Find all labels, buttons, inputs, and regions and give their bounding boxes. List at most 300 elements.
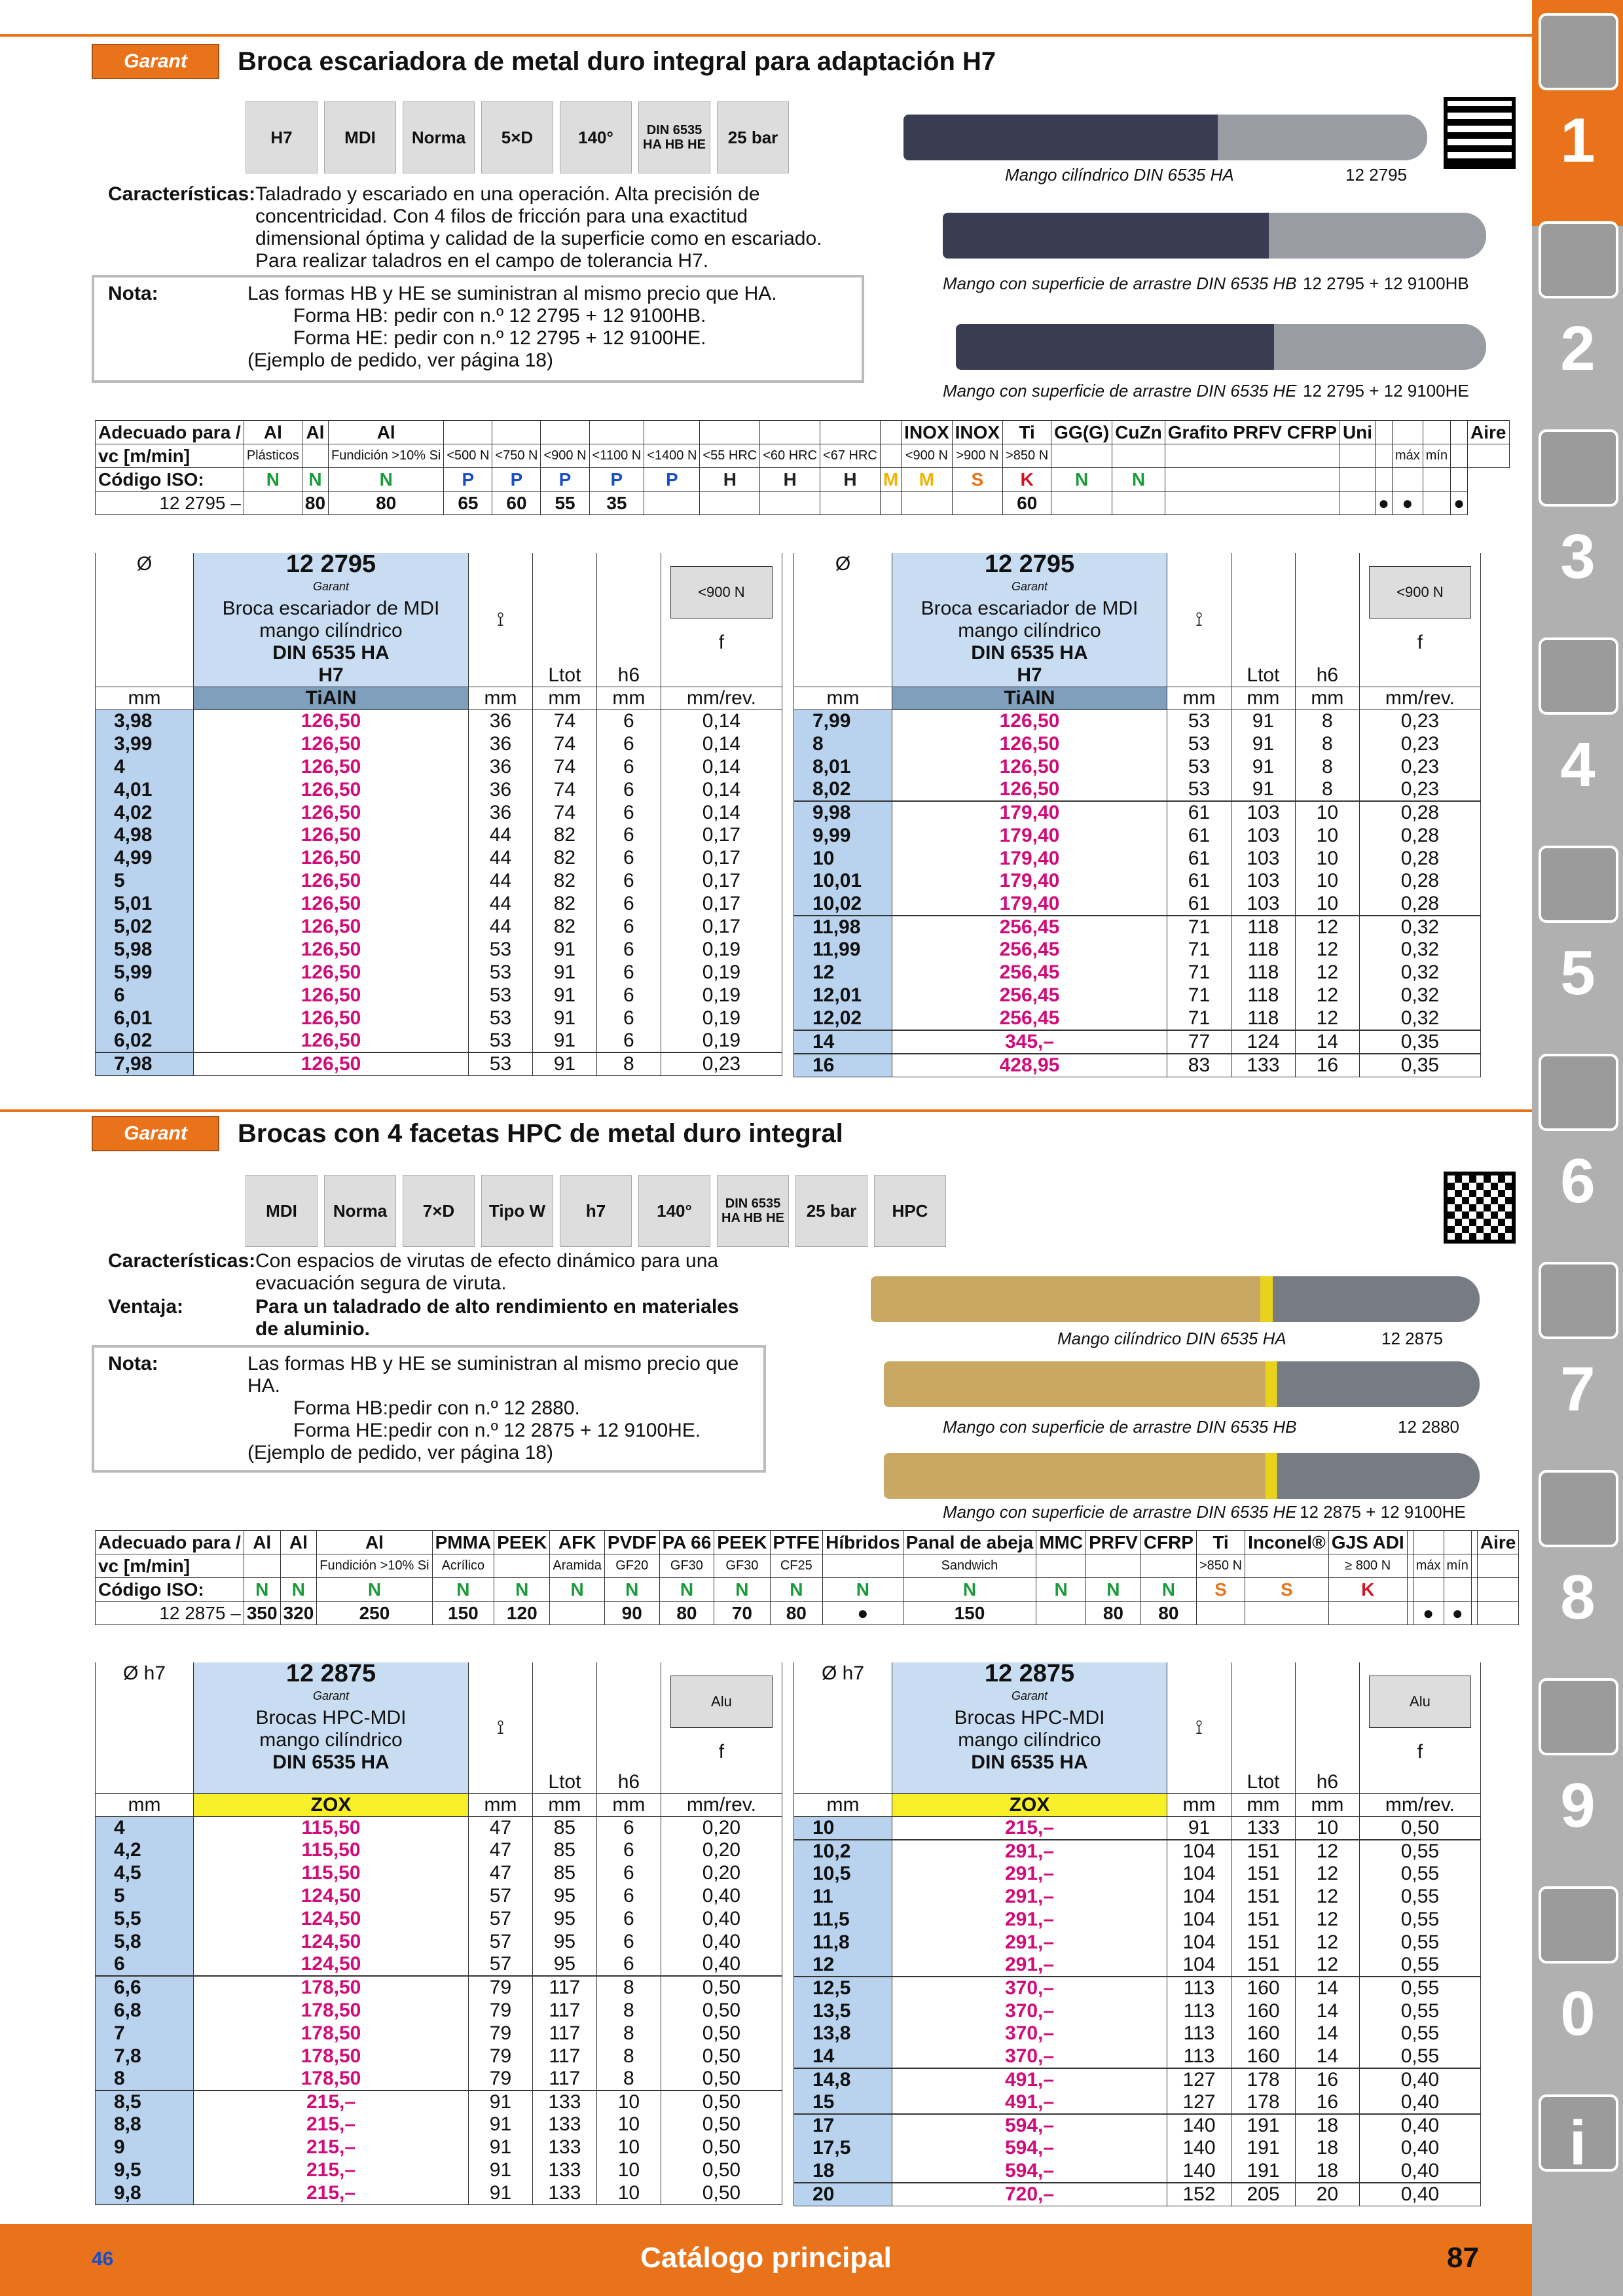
diameter-cell: 5,02: [96, 916, 194, 939]
value-cell: 6: [596, 1953, 661, 1976]
chapter-number[interactable]: 8: [1560, 1562, 1596, 1632]
cutting-speed-cell: ●: [1376, 492, 1393, 515]
material-row: [96, 1531, 1519, 1554]
value-cell: 0,35: [1359, 1030, 1480, 1054]
price-cell: 370,–: [892, 1977, 1167, 2000]
value-cell: 95: [532, 1953, 596, 1976]
value-cell: 0,40: [1359, 2091, 1480, 2114]
caption-ha: Mango cilíndrico DIN 6535 HA: [1057, 1329, 1286, 1348]
feed-label: f: [1417, 632, 1423, 653]
chapter-number[interactable]: 6: [1560, 1146, 1596, 1216]
material-subhead-cell: GF30: [714, 1554, 770, 1578]
table-row: [794, 2000, 1481, 2022]
value-cell: 8: [596, 2045, 661, 2068]
units-row: [794, 687, 1481, 710]
value-cell: 12: [1296, 1931, 1360, 1954]
chapter-tab-icon[interactable]: [1539, 846, 1618, 923]
price-cell: 256,45: [892, 939, 1167, 961]
feed-label: f: [718, 632, 725, 653]
diameter-cell: 3,99: [96, 732, 194, 755]
section2-note-text: Las formas HB y HE se suministran al mismo precio que HA. Forma HB:pedir con n.º 12 2880. Forma HE:pedir con n.º 12 2875 + 12 9100HE. (Ejemplo de pedido, ver página 18): [247, 1353, 739, 1463]
diameter-cell: 13,5: [794, 2000, 892, 2022]
chapter-tab-icon[interactable]: [1539, 13, 1618, 90]
value-cell: 57: [469, 1908, 533, 1931]
iso-code-cell: [1423, 468, 1450, 492]
table-row: [96, 2045, 782, 2068]
iso-code-cell: [1407, 1578, 1413, 1602]
units-row: [96, 1793, 782, 1816]
value-cell: 160: [1231, 2022, 1296, 2045]
value-cell: 91: [469, 2136, 533, 2159]
value-cell: 0,28: [1359, 870, 1480, 893]
value-cell: 103: [1231, 870, 1295, 893]
cutting-speed-cell: 80: [770, 1602, 823, 1625]
cutting-speed-cell: 80: [329, 492, 444, 515]
value-cell: 0,55: [1359, 1840, 1480, 1863]
material-head-cell: [1451, 421, 1468, 444]
iso-code-cell: N: [604, 1578, 659, 1602]
units-row: [96, 687, 782, 710]
mdi-icon: MDI: [246, 1175, 318, 1247]
value-cell: 91: [532, 1007, 596, 1030]
tolerance-label: H7: [1017, 664, 1042, 686]
material-head-cell: PMMA: [432, 1531, 494, 1554]
material-head-cell: Grafito PRFV CFRP: [1165, 421, 1340, 444]
value-cell: 0,17: [661, 870, 782, 893]
material-subhead-cell: Acrílico: [432, 1554, 494, 1578]
material-head-cell: [1407, 1531, 1413, 1554]
material-head-cell: PRFV: [1086, 1531, 1141, 1554]
iso-code-cell: K: [1003, 468, 1051, 492]
total-length-header: Ltot: [532, 1662, 596, 1793]
iso-code-cell: P: [589, 468, 644, 492]
table-row: [96, 847, 782, 870]
section1-table-left: [95, 550, 782, 1076]
value-cell: 0,19: [661, 1030, 782, 1052]
material-head-cell: MMC: [1036, 1531, 1086, 1554]
table-row: [794, 1816, 1481, 1840]
material-subhead-cell: [1451, 444, 1468, 468]
material-subhead-cell: Aramida: [550, 1554, 604, 1578]
value-cell: 6: [596, 710, 661, 733]
material-subhead-cell: CF25: [770, 1554, 823, 1578]
material-subhead-cell: GF30: [659, 1554, 714, 1578]
price-cell: 215,–: [194, 2090, 469, 2113]
section1-header: [92, 41, 1519, 82]
value-cell: 53: [469, 1030, 533, 1052]
coating-cell: TiAlN: [194, 687, 469, 710]
diameter-cell: 8,5: [96, 2090, 194, 2113]
diameter-cell: 9,99: [794, 824, 892, 847]
table-row: [96, 2090, 782, 2113]
material-subhead-cell: vc [m/min]: [96, 1554, 244, 1578]
iso-code-cell: H: [760, 468, 820, 492]
value-cell: 0,50: [661, 2159, 782, 2182]
diameter-cell: 4,02: [96, 801, 194, 824]
din-label: DIN 6535 HA: [272, 642, 390, 664]
table-row: [794, 870, 1481, 893]
chapter-tab-icon[interactable]: [1539, 1678, 1618, 1755]
material-subhead-cell: [1468, 444, 1509, 468]
material-head-cell: [444, 421, 492, 444]
chapter-tab-icon[interactable]: [1539, 221, 1618, 298]
value-cell: 0,40: [1359, 2137, 1480, 2160]
length-5xd-icon: 5×D: [481, 101, 553, 173]
value-cell: 0,28: [1359, 824, 1480, 847]
diameter-cell: 4,98: [96, 824, 194, 847]
table-row: [794, 1977, 1481, 2000]
table-row: [794, 1840, 1481, 1863]
diameter-cell: 9: [96, 2136, 194, 2159]
value-cell: 151: [1231, 1954, 1296, 1977]
table-row: [794, 2160, 1481, 2183]
value-cell: 103: [1231, 801, 1295, 824]
cutting-speed-cell: ●: [1451, 492, 1468, 515]
material-head-cell: PEEK: [494, 1531, 550, 1554]
table-header-row: [794, 1662, 1481, 1793]
price-cell: 720,–: [892, 2183, 1167, 2206]
value-cell: 113: [1167, 1977, 1231, 2000]
caption-he: Mango con superficie de arrastre DIN 6535 HE: [943, 1502, 1297, 1522]
value-cell: 8: [596, 1976, 661, 1999]
material-head-cell: GG(G): [1051, 421, 1112, 444]
iso-code-cell: N: [1051, 468, 1112, 492]
diameter-cell: 10,2: [794, 1840, 892, 1863]
value-cell: 10: [1295, 893, 1359, 916]
cutting-speed-cell: 70: [714, 1602, 770, 1625]
value-cell: 12: [1295, 984, 1359, 1007]
chapter-number[interactable]: 4: [1560, 730, 1596, 800]
diameter-cell: 9,8: [96, 2182, 194, 2205]
total-length-header: Ltot: [1231, 553, 1295, 687]
cutting-speed-cell: 320: [280, 1602, 317, 1625]
iso-code-cell: P: [644, 468, 700, 492]
drill-icon: ⟟: [496, 1716, 505, 1738]
product-desc: Brocas HPC-MDI: [255, 1707, 407, 1729]
material-badge: Alu: [1369, 1676, 1471, 1728]
footer-title: Catálogo principal: [640, 2242, 892, 2274]
price-cell: 126,50: [194, 778, 469, 801]
iso-code-cell: [1477, 1578, 1518, 1602]
material-head-cell: Ti: [1003, 421, 1051, 444]
value-cell: 44: [469, 824, 533, 847]
chapter-number[interactable]: 2: [1560, 314, 1596, 384]
value-cell: 47: [469, 1816, 533, 1839]
value-cell: 117: [532, 2068, 596, 2090]
material-subhead-cell: [494, 1554, 550, 1578]
norma-icon: Norma: [324, 1175, 396, 1247]
diameter-cell: 3,98: [96, 710, 194, 733]
chapter-tab-icon[interactable]: [1539, 1470, 1618, 1547]
tipo-w-icon: Tipo W: [481, 1175, 553, 1247]
value-cell: 82: [532, 870, 596, 893]
value-cell: 0,40: [1359, 2160, 1480, 2183]
unit-cell: mm/rev.: [1359, 1793, 1480, 1816]
material-head-cell: INOX: [952, 421, 1002, 444]
chapter-number[interactable]: 5: [1560, 938, 1596, 1008]
price-cell: 115,50: [194, 1862, 469, 1885]
value-cell: 0,50: [661, 2182, 782, 2205]
value-cell: 91: [469, 2182, 533, 2205]
material-subhead-cell: [280, 1554, 317, 1578]
value-cell: 0,40: [1359, 2068, 1480, 2091]
price-cell: 178,50: [194, 2045, 469, 2068]
section1-icons: [246, 101, 789, 173]
material-row: [96, 492, 1510, 515]
product-desc: Brocas HPC-MDI: [954, 1707, 1105, 1729]
value-cell: 160: [1231, 1977, 1296, 2000]
price-cell: 115,50: [194, 1816, 469, 1839]
value-cell: 0,50: [661, 2090, 782, 2113]
iso-code-cell: [1451, 468, 1468, 492]
value-cell: 91: [532, 984, 596, 1007]
value-cell: 74: [532, 801, 596, 824]
price-cell: 256,45: [892, 984, 1167, 1007]
coolant-25bar-icon: 25 bar: [795, 1175, 867, 1247]
product-desc: Broca escariador de MDI: [921, 598, 1139, 619]
price-cell: 256,45: [892, 1007, 1167, 1030]
qr-code[interactable]: [1444, 97, 1516, 169]
value-cell: 0,55: [1359, 1931, 1480, 1954]
chapter-number[interactable]: 0: [1560, 1979, 1596, 2049]
table-row: [96, 2068, 782, 2090]
table-row: [96, 984, 782, 1007]
diameter-cell: 4,5: [96, 1862, 194, 1885]
iso-code-cell: N: [244, 1578, 280, 1602]
iso-code-cell: S: [952, 468, 1002, 492]
material-head-cell: [760, 421, 820, 444]
price-cell: 126,50: [892, 755, 1167, 778]
iso-code-cell: [1392, 468, 1423, 492]
cutting-speed-cell: 80: [1140, 1602, 1196, 1625]
table-row: [794, 1954, 1481, 1977]
value-cell: 85: [532, 1816, 596, 1839]
material-subhead-cell: Sandwich: [903, 1554, 1036, 1578]
table-row: [96, 1862, 782, 1885]
value-cell: 6: [596, 984, 661, 1007]
value-cell: 71: [1167, 984, 1231, 1007]
diameter-cell: 11,98: [794, 916, 892, 939]
value-cell: 0,20: [661, 1816, 782, 1839]
product-desc: mango cilíndrico: [259, 620, 403, 641]
cutting-speed-cell: [1328, 1602, 1407, 1625]
material-row: [96, 468, 1510, 492]
material-head-cell: Adecuado para /: [96, 1531, 244, 1554]
qr-code[interactable]: [1444, 1172, 1516, 1244]
table-row: [794, 801, 1481, 824]
chapter-number[interactable]: 7: [1560, 1354, 1596, 1424]
price-cell: 126,50: [194, 916, 469, 939]
section1-note-text: Las formas HB y HE se suministran al mismo precio que HA. Forma HB: pedir con n.º 12 2795 + 12 9100HB. Forma HE: pedir con n.º 12 2795 + 12 9100HE. (Ejemplo de pedido, ver página 18): [247, 283, 777, 371]
table-row: [794, 893, 1481, 916]
cutting-speed-cell: [880, 492, 901, 515]
material-head-cell: Al: [280, 1531, 317, 1554]
value-cell: 0,23: [1359, 710, 1480, 733]
chapter-number[interactable]: 1: [1560, 105, 1596, 175]
chapter-number[interactable]: 3: [1560, 522, 1596, 592]
value-cell: 0,28: [1359, 847, 1480, 870]
material-badge: <900 N: [1369, 566, 1471, 619]
unit-cell: mm: [96, 1793, 194, 1816]
price-cell: 291,–: [892, 1863, 1167, 1886]
value-cell: 0,55: [1359, 1954, 1480, 1977]
value-cell: 14: [1296, 2022, 1360, 2045]
product-code: 12 2795: [984, 550, 1075, 578]
section2-features-label: Características:: [108, 1250, 256, 1272]
value-cell: 74: [532, 778, 596, 801]
value-cell: 0,14: [661, 710, 782, 733]
value-cell: 151: [1231, 1863, 1296, 1886]
chapter-tab-icon[interactable]: [1539, 1262, 1618, 1339]
price-cell: 215,–: [194, 2182, 469, 2205]
value-cell: 74: [532, 732, 596, 755]
diameter-cell: 5,99: [96, 961, 194, 984]
value-cell: 0,40: [1359, 2183, 1480, 2206]
value-cell: 151: [1231, 1840, 1296, 1863]
value-cell: 0,50: [661, 2113, 782, 2136]
table-row: [96, 1976, 782, 1999]
value-cell: 16: [1296, 2091, 1360, 2114]
value-cell: 83: [1167, 1054, 1231, 1077]
value-cell: 36: [469, 801, 533, 824]
iso-code-cell: M: [902, 468, 952, 492]
unit-cell: mm: [1231, 687, 1295, 710]
material-row: [96, 1602, 1519, 1625]
value-cell: 91: [1231, 755, 1295, 778]
product-header: [892, 1662, 1167, 1793]
brand-label: Garant: [312, 1689, 350, 1702]
value-cell: 6: [596, 732, 661, 755]
iso-code-cell: [1444, 1578, 1471, 1602]
value-cell: 205: [1231, 2183, 1296, 2206]
diameter-cell: 10: [794, 847, 892, 870]
coolant-25bar-icon: 25 bar: [717, 101, 789, 173]
price-cell: 126,50: [194, 961, 469, 984]
value-cell: 53: [1167, 710, 1231, 733]
material-head-cell: Al: [244, 1531, 280, 1554]
iso-code-cell: N: [1140, 1578, 1196, 1602]
value-cell: 0,55: [1359, 1885, 1480, 1908]
iso-code-cell: H: [700, 468, 760, 492]
material-head-cell: Ti: [1197, 1531, 1245, 1554]
material-subhead-cell: [1477, 1554, 1518, 1578]
chapter-tab-icon[interactable]: [1539, 429, 1618, 507]
diameter-cell: 20: [794, 2183, 892, 2206]
chapter-tab-icon[interactable]: [1539, 1886, 1618, 1964]
drill-image-ha: [903, 115, 1427, 160]
price-cell: 126,50: [892, 732, 1167, 755]
value-cell: 61: [1167, 801, 1231, 824]
value-cell: 0,20: [661, 1839, 782, 1862]
drill-length-header: [1167, 1662, 1231, 1793]
material-head-cell: [589, 421, 644, 444]
iso-code-cell: [1165, 468, 1340, 492]
material-badge: Alu: [670, 1676, 773, 1728]
material-subhead-cell: [1245, 1554, 1329, 1578]
material-head-cell: [1392, 421, 1423, 444]
value-cell: 6: [596, 778, 661, 801]
value-cell: 6: [596, 1007, 661, 1030]
material-head-cell: PA 66: [659, 1531, 714, 1554]
table-row: [96, 1953, 782, 1976]
iso-label: Código ISO:: [96, 468, 244, 492]
diameter-cell: 10: [794, 1816, 892, 1840]
value-cell: 113: [1167, 2022, 1231, 2045]
section2-header: [92, 1113, 1519, 1155]
value-cell: 0,17: [661, 893, 782, 916]
material-subhead-cell: >850 N: [1197, 1554, 1245, 1578]
value-cell: 57: [469, 1953, 533, 1976]
diameter-cell: 15: [794, 2091, 892, 2114]
table-row: [96, 1839, 782, 1862]
chapter-number[interactable]: i: [1569, 2108, 1587, 2178]
value-cell: 117: [532, 2045, 596, 2068]
table-row: [794, 2091, 1481, 2114]
cutting-speed-cell: 250: [317, 1602, 432, 1625]
chapter-tab-icon[interactable]: [1539, 1054, 1618, 1131]
section2-title: Brocas con 4 facetas HPC de metal duro integral: [238, 1119, 843, 1148]
material-head-cell: Panal de abeja: [903, 1531, 1036, 1554]
brand-label: Garant: [1011, 1689, 1048, 1702]
cutting-speed-cell: 60: [1003, 492, 1051, 515]
value-cell: 0,17: [661, 916, 782, 939]
cutting-speed-cell: 35: [589, 492, 644, 515]
value-cell: 118: [1231, 1007, 1295, 1030]
value-cell: 133: [532, 2182, 596, 2205]
price-cell: 124,50: [194, 1930, 469, 1953]
unit-cell: mm/rev.: [661, 1793, 782, 1816]
value-cell: 53: [1167, 778, 1231, 801]
drill-icon: ⟟: [496, 609, 505, 630]
coating-cell: ZOX: [194, 1793, 469, 1816]
value-cell: 0,40: [661, 1885, 782, 1908]
value-cell: 133: [1231, 1054, 1295, 1077]
value-cell: 79: [469, 2045, 533, 2068]
diameter-cell: 5: [96, 870, 194, 893]
value-cell: 20: [1296, 2183, 1360, 2206]
value-cell: 117: [532, 1976, 596, 1999]
diameter-cell: 4,99: [96, 847, 194, 870]
diameter-cell: 4,2: [96, 1839, 194, 1862]
table-row: [794, 1007, 1481, 1030]
cutting-speed-cell: 150: [903, 1602, 1036, 1625]
table-row: [794, 2183, 1481, 2206]
value-cell: 91: [1231, 710, 1295, 733]
value-cell: 12: [1295, 1007, 1359, 1030]
din-6535-icon: DIN 6535 HA HB HE: [717, 1175, 789, 1247]
diameter-cell: 8,02: [794, 778, 892, 801]
value-cell: 44: [469, 870, 533, 893]
value-cell: 36: [469, 710, 533, 733]
value-cell: 71: [1167, 961, 1231, 984]
cutting-speed-cell: [644, 492, 700, 515]
price-cell: 178,50: [194, 2022, 469, 2045]
chapter-tab-icon[interactable]: [1539, 637, 1618, 715]
material-subhead-cell: vc [m/min]: [96, 444, 244, 468]
cutting-speed-cell: 150: [432, 1602, 494, 1625]
value-cell: 12: [1295, 961, 1359, 984]
cutting-speed-cell: [1477, 1602, 1518, 1625]
value-cell: 133: [532, 2113, 596, 2136]
price-cell: 126,50: [194, 984, 469, 1007]
feed-label: f: [718, 1741, 725, 1763]
section2-material-table: [95, 1530, 1519, 1625]
iso-code-cell: N: [550, 1578, 604, 1602]
iso-code-cell: N: [1112, 468, 1165, 492]
coating-cell: TiAlN: [892, 687, 1167, 710]
caption-he-code: 12 2795 + 12 9100HE: [1303, 381, 1469, 401]
chapter-number[interactable]: 9: [1560, 1770, 1596, 1840]
